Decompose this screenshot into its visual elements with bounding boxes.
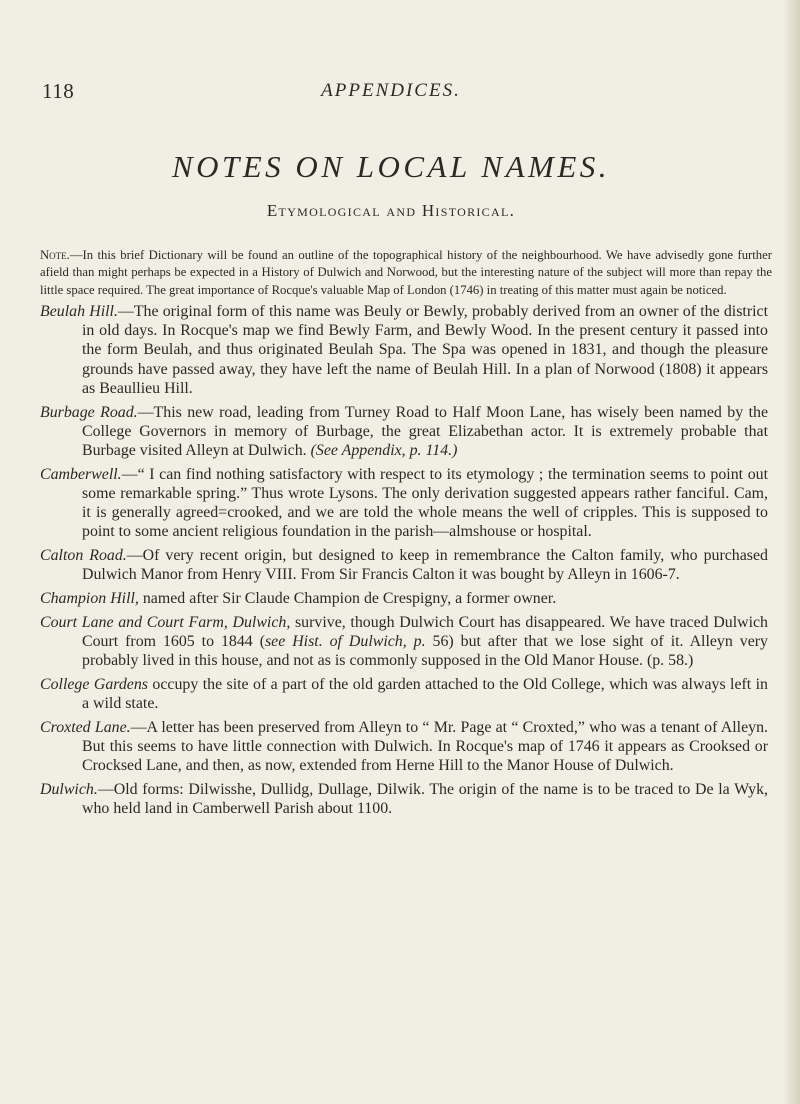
entry-term: Dulwich. (40, 780, 98, 798)
entry-body: —The original form of this name was Beuly or Bewly, probably derived from an owner of the district in old days. In Rocque's map we find Bewly Farm, and Bewly Wood. In the present century it passed into the form Beulah, and thus originated Beulah Spa. The Spa was opened in 1831, and though the pleasure grounds have passed away, they have left the name of Beulah Hill. In a plan of Norwood (1808) it appears as Beaullieu Hill. (82, 303, 768, 397)
entry-term: Court Lane and Court Farm, Dulwich, (40, 613, 291, 631)
entry-body: survive, though Dulwich Court has disappeared. We have traced Dulwich Court from 1605 to 1844 ( (82, 613, 768, 650)
entry-calton-road (40, 546, 768, 584)
entry-college-gardens (40, 675, 768, 713)
entry-champion-hill (40, 589, 768, 608)
note-lead: Note. (40, 247, 70, 262)
running-head: APPENDICES. (321, 80, 461, 101)
entry-dulwich (40, 780, 768, 818)
page-edge-shadow (782, 0, 800, 1104)
entry-body: 56) but after that we lose sight of it. Alleyn very probably lived in this house, and not as is commonly supposed in the Old Manor House. (p. 58.) (82, 632, 768, 669)
entry-body-italic: see Hist. of Dulwich, p. (264, 632, 426, 650)
intro-note (40, 247, 772, 299)
entry-court-lane (40, 613, 768, 671)
note-text: —In this brief Dictionary will be found an outline of the topographical history of the neighbourhood. We have advisedly gone further afield than might perhaps be expected in a History of Dulwich and Norwood, but the interesting nature of the subject will more than repay the little space required. The great importance of Rocque's valuable Map of London (1746) in treating of this matter must again be noticed. (40, 247, 772, 297)
entry-term: Beulah Hill. (40, 303, 118, 320)
entry-term: College Gardens (40, 675, 148, 693)
entry-term: Calton Road. (40, 546, 127, 564)
entry-body: named after Sir Claude Champion de Crespigny, a former owner. (138, 589, 557, 607)
entry-term: Camberwell. (40, 465, 122, 483)
entry-beulah-hill (40, 302, 768, 398)
entry-reference: (See Appendix, p. 114.) (310, 441, 458, 459)
page-number: 118 (42, 79, 75, 103)
dictionary-entries (40, 302, 768, 823)
section-subtitle: Etymological and Historical. (266, 201, 516, 220)
entry-body: —Of very recent origin, but designed to keep in remembrance the Calton family, who purchased Dulwich Manor from Henry VIII. From Sir Francis Calton it was bought by Alleyn in 1606-7. (82, 546, 768, 584)
entry-term: Champion Hill, (40, 589, 139, 607)
entry-croxted-lane (40, 718, 768, 776)
section-title: NOTES ON LOCAL NAMES. (171, 149, 611, 184)
entry-term: Croxted Lane. (40, 718, 131, 736)
entry-body: —Old forms: Dilwisshe, Dullidg, Dullage, Dilwik. The origin of the name is to be traced to De la Wyk, who held land in Camberwell Parish about 1100. (82, 780, 768, 817)
entry-body: —This new road, leading from Turney Road to Half Moon Lane, has wisely been named by the College Governors in memory of Burbage, the great Elizabethan actor. It is extremely probable that Burbage visited Alleyn at Dulwich. (82, 403, 768, 459)
entry-term: Burbage Road. (40, 403, 138, 421)
entry-camberwell (40, 465, 768, 542)
entry-body: occupy the site of a part of the old garden attached to the Old College, which was always left in a wild state. (82, 675, 768, 712)
entry-body: —“ I can find nothing satisfactory with respect to its etymology ; the termination seems to point out some remarkable spring.” Thus wrote Lysons. The only derivation suggested appears rather fanciful. Cam, it is generally agreed=crooked, and we are told the whole means the well of cripples. This is supposed to point to some ancient religious foundation in the parish—almshouse or hospital. (82, 465, 768, 541)
entry-burbage-road (40, 403, 768, 461)
entry-body: —A letter has been preserved from Alleyn to “ Mr. Page at “ Croxted,” who was a tenant of Alleyn. But this seems to have little connection with Dulwich. In Rocque's map of 1746 it appears as Crooksed or Crocksed Lane, and then, as now, extended from Herne Hill to the Manor House of Dulwich. (82, 718, 768, 774)
